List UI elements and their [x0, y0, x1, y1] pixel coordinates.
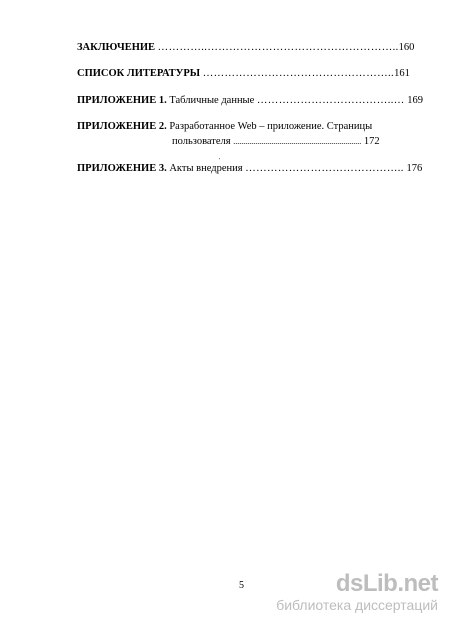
toc-leader-dots: …………..…………………………………………….. — [157, 42, 399, 53]
toc-title: Разработанное Web – приложение. Страницы — [169, 121, 373, 132]
toc-title: Акты внедрения — [169, 163, 243, 174]
toc-entry-appendix-2-continuation — [172, 136, 380, 148]
toc-heading: ПРИЛОЖЕНИЕ 3. — [77, 163, 167, 174]
toc-entry-appendix-2 — [77, 121, 372, 133]
toc-page-number: 161 — [394, 68, 410, 79]
watermark — [276, 571, 438, 613]
toc-title: Табличные данные — [169, 95, 255, 106]
page-number: 5 — [239, 580, 244, 591]
toc-entry-appendix-1 — [77, 95, 423, 107]
toc-entry-conclusion — [77, 42, 414, 54]
toc-leader-dots: ………………………………..… — [256, 95, 405, 106]
toc-heading: ПРИЛОЖЕНИЕ 2. — [77, 121, 167, 132]
toc-title-continuation: пользователя — [172, 136, 231, 147]
toc-entry-references — [77, 68, 410, 80]
watermark-logo: dsLib.net — [335, 570, 438, 597]
toc-heading: СПИСОК ЛИТЕРАТУРЫ — [77, 68, 201, 79]
toc-leader-dots: …………………………………….. — [245, 163, 404, 174]
stray-mark: ' — [219, 158, 221, 164]
watermark-subtitle: библиотека диссертаций — [276, 597, 438, 613]
toc-entry-appendix-3 — [77, 163, 422, 175]
toc-heading: ЗАКЛЮЧЕНИЕ — [77, 42, 156, 53]
toc-page-number: 160 — [398, 42, 415, 53]
toc-page-number: 176 — [406, 163, 423, 174]
toc-heading: ПРИЛОЖЕНИЕ 1. — [77, 95, 167, 106]
toc-leader-dots: ................................................................ — [233, 137, 362, 146]
toc-page-number: 169 — [407, 95, 424, 106]
toc-page-number: 172 — [363, 136, 380, 147]
toc-leader-dots: …………………………………………….. — [202, 68, 395, 79]
